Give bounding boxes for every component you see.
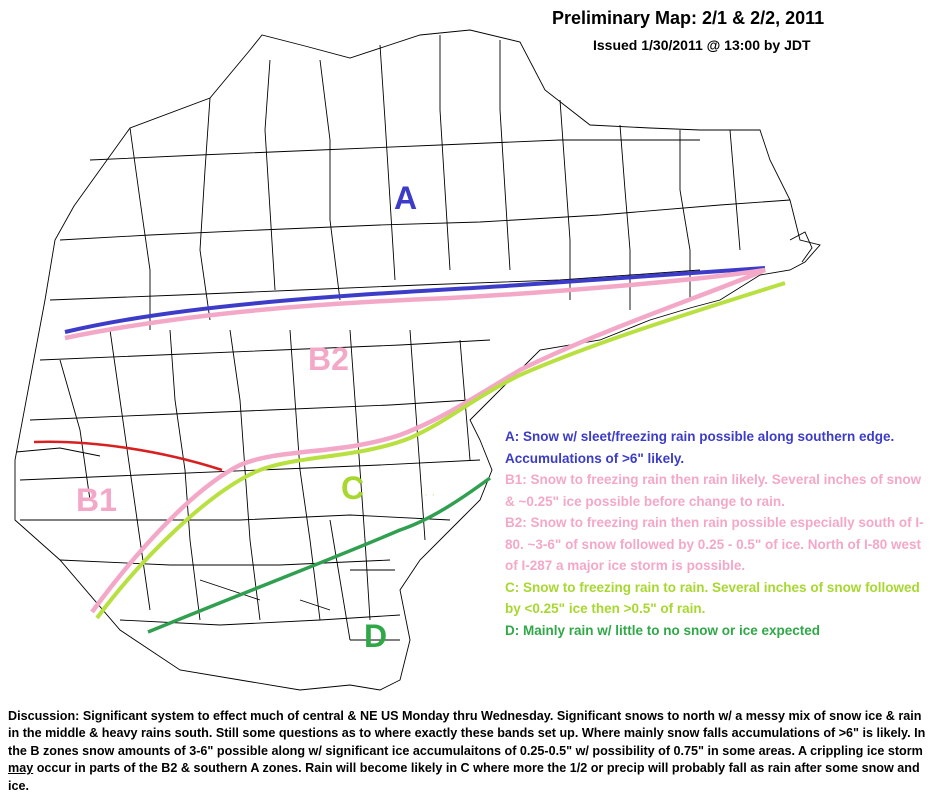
legend-a: A: Snow w/ sleet/freezing rain possible along southern edge. Accumulations of >6" likely.: [505, 429, 895, 466]
zone-label-c: C: [341, 470, 365, 506]
zone-label-b2: B2: [308, 341, 349, 377]
discussion-part-1: Discussion: Significant system to effect much of central & NE US Monday thru Wednesday. Significant snows to north w/ a messy mix of snow ice & rain in the middle & heavy rains south. Still some questions as to where exactly these bands set up. Where mainly snow falls accumulations of >6" is likely. In the B zones snow amounts of 3-6" possible along w/ significant ice accumulaitons of 0.25-0.5" w/ possibility of 0.75" in some areas. A crippling ice storm: [8, 709, 926, 758]
zone-label-a: A: [394, 180, 418, 216]
legend-c: C: Snow to freezing rain to rain. Several inches of snow followed by <0.25" ice then >0.5" of rain.: [505, 579, 920, 616]
discussion-emphasis: may: [8, 761, 34, 776]
legend-b1: B1: Snow to freezing rain then rain likely. Several inches of snow & ~0.25" ice possible before change to rain.: [505, 472, 922, 509]
map-title: Preliminary Map: 2/1 & 2/2, 2011: [552, 8, 825, 28]
decimal-marker: · ·: [424, 487, 436, 501]
discussion-text: [8, 708, 928, 795]
zone-label-d: D: [364, 618, 388, 654]
map-subtitle: Issued 1/30/2011 @ 13:00 by JDT: [593, 37, 811, 53]
discussion-part-2: occur in parts of the B2 & southern A zones. Rain will become likely in C where more the 1/2 or precip will probably fall as rain after some snow and ice.: [8, 761, 920, 793]
zone-label-b1: B1: [76, 482, 117, 518]
legend-d: D: Mainly rain w/ little to no snow or ice expected: [505, 622, 821, 638]
zone-legend: [505, 426, 925, 641]
legend-b2: B2: Snow to freezing rain then rain possible especially south of I-80. ~3-6" of snow followed by 0.25 - 0.5" of ice. North of I-80 west of I-287 a major ice storm is possible.: [505, 515, 924, 573]
